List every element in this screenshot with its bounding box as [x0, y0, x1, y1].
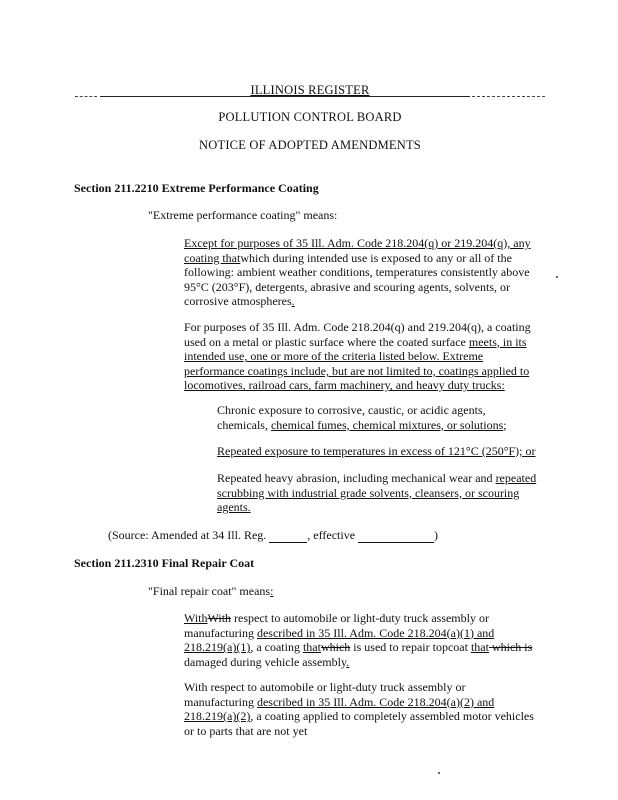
paragraph-final-repair-1 [184, 611, 534, 669]
inserted-text: ; [503, 417, 507, 432]
body-text: With respect to automobile or light-duty truck assembly or manufacturing [184, 680, 466, 709]
definition-final-repair [148, 584, 273, 599]
scan-speck [438, 772, 440, 774]
body-text: "Final repair coat" means [148, 584, 271, 598]
criterion-1 [217, 403, 537, 432]
body-text: is used to repair topcoat [350, 640, 471, 655]
deleted-text: which [320, 640, 351, 655]
section-heading-extreme-performance: Section 211.2210 Extreme Performance Coating [74, 181, 319, 195]
board-title: POLLUTION CONTROL BOARD [218, 110, 402, 124]
body-text: damaged during vehicle assembly [184, 654, 347, 669]
definition-extreme-performance: "Extreme performance coating" means: [148, 208, 338, 222]
header-rule [100, 96, 470, 97]
criterion-3 [217, 471, 537, 515]
reg-blank [269, 532, 307, 543]
source-text: ) [434, 528, 439, 542]
body-text: , a coating [250, 640, 303, 655]
body-text: which during intended use is exposed to any or all of the following: ambient weather conditions, temperatures consistently above 95°C (203°F), detergents, abrasive and scouring agents, solvents, or corrosive atmospheres [184, 250, 530, 309]
inserted-text: that [302, 640, 321, 655]
scan-speck [556, 276, 558, 278]
inserted-text: that [470, 640, 489, 655]
inserted-text: chemical fumes, chemical mixtures, or solutions [270, 417, 504, 432]
inserted-text: . [346, 654, 350, 669]
paragraph-extreme-1 [184, 236, 534, 309]
body-text: For purposes of 35 Ill. Adm. Code 218.204(q) and 219.204(q), a coating used on a metal or plastic surface where the coated surface [184, 320, 531, 349]
effective-blank [358, 532, 434, 543]
inserted-text: repeated scrubbing with industrial grade solvents, cleansers, or scouring agents. [217, 471, 537, 515]
source-note [108, 528, 438, 543]
inserted-text: Except [184, 236, 218, 250]
register-title: ILLINOIS REGISTER [250, 83, 370, 97]
inserted-text: described in 35 Ill. Adm. Code 218.204(a)(2) and 218.219(a)(2) [184, 694, 495, 724]
body-text: Chronic exposure to corrosive, caustic, or acidic agents, chemicals, [217, 403, 486, 432]
inserted-text: meets, in its intended use, one or more of the criteria listed below. Extreme performance coatings include, but are not limited to, coatings applied to locomotives, railroad cars, farm machinery, and heavy duty trucks: [184, 334, 530, 393]
body-text: respect to automobile or light-duty truck assembly or manufacturing [184, 611, 489, 640]
inserted-text: . [291, 294, 295, 309]
criterion-2: Repeated exposure to temperatures in excess of 121°C (250°F); or [217, 444, 536, 458]
source-text: , effective [307, 528, 359, 542]
body-text: Repeated heavy abrasion, including mechanical wear and [217, 471, 496, 485]
section-heading-final-repair: Section 211.2310 Final Repair Coat [74, 556, 255, 570]
header-rule-left [75, 96, 97, 97]
paragraph-final-repair-2 [184, 680, 534, 738]
inserted-text: : [270, 584, 274, 598]
inserted-text: With [184, 611, 208, 625]
deleted-text: With [207, 611, 232, 625]
deleted-text: which is [488, 640, 533, 655]
body-text: , a coating applied to completely assembled motor vehicles or to parts that are not yet [184, 709, 534, 738]
header-rule-right [472, 96, 545, 97]
paragraph-extreme-2 [184, 320, 534, 393]
source-text: (Source: Amended at 34 Ill. Reg. [108, 528, 270, 542]
inserted-text: for purposes of 35 Ill. Adm. Code 218.204(q) or 219.204(q), any coating [184, 236, 531, 265]
inserted-text: described in 35 Ill. Adm. Code 218.204(a)(1) and 218.219(a)(1) [184, 625, 495, 655]
notice-title: NOTICE OF ADOPTED AMENDMENTS [199, 138, 421, 152]
inserted-text: that [222, 250, 241, 265]
